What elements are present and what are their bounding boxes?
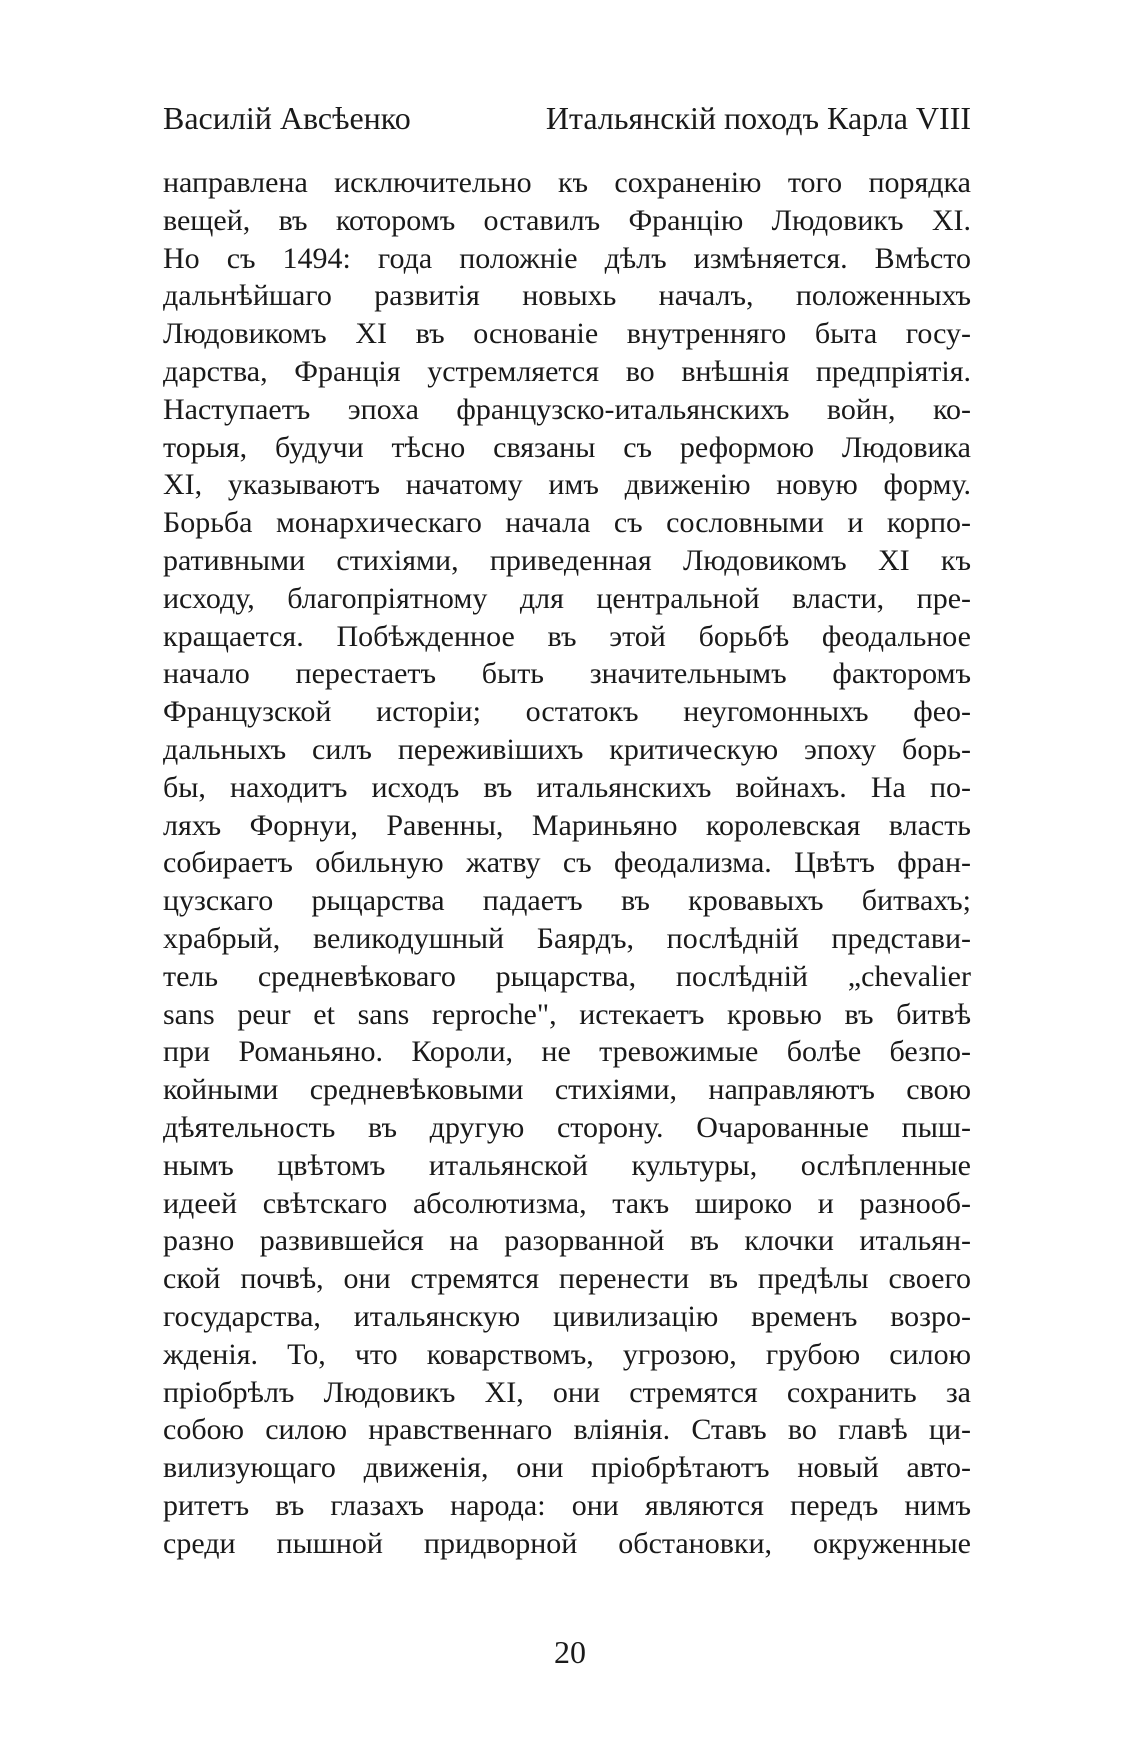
- text-line: дѣятельность въ другую сторону. Очарованные пыш-: [163, 1110, 971, 1144]
- text-line: начало перестаетъ быть значительнымъ факторомъ: [163, 657, 971, 691]
- text-line: Французской исторіи; остатокъ неугомонныхъ фео-: [163, 695, 971, 729]
- text-line: собираетъ обильную жатву съ феодализма. Цвѣтъ фран-: [163, 846, 971, 880]
- text-line: дарства, Франція устремляется во внѣшнія предпріятія.: [163, 354, 971, 388]
- header-author: Василій Авсѣенко: [163, 100, 411, 136]
- text-line: ративными стихіями, приведенная Людовикомъ XI къ: [163, 543, 971, 577]
- text-line: кращается. Побѣжденное въ этой борьбѣ феодальное: [163, 619, 971, 653]
- header-title: Итальянскій походъ Карла VIII: [545, 100, 971, 136]
- text-line: вилизующаго движенія, они пріобрѣтаютъ новый авто-: [163, 1451, 971, 1485]
- text-line: разно развившейся на разорванной въ клочки итальян-: [163, 1224, 971, 1258]
- text-line: Борьба монархическаго начала съ сословными и корпо-: [163, 506, 971, 540]
- page-number: 20: [554, 1634, 586, 1670]
- text-line: торыя, будучи тѣсно связаны съ реформою Людовика: [163, 430, 971, 464]
- text-line: при Романьяно. Короли, не тревожимые болѣе безпо-: [163, 1035, 971, 1069]
- text-line: sans peur et sans reproche", истекаетъ кровью въ битвѣ: [163, 997, 971, 1031]
- text-line: вещей, въ которомъ оставилъ Францію Людовикъ XI.: [163, 203, 971, 237]
- text-line: цузскаго рыцарства падаетъ въ кровавыхъ битвахъ;: [163, 884, 971, 918]
- text-line: пріобрѣлъ Людовикъ XI, они стремятся сохранить за: [163, 1375, 971, 1409]
- text-line: собою силою нравственнаго вліянія. Ставъ во главѣ ци-: [163, 1413, 971, 1447]
- text-line: храбрый, великодушный Баярдъ, послѣдній представи-: [163, 921, 971, 955]
- text-line: Но съ 1494: года положніе дѣлъ измѣняется. Вмѣсто: [163, 241, 971, 275]
- text-line: бы, находитъ исходъ въ итальянскихъ войнахъ. На по-: [163, 770, 971, 804]
- text-line: Людовикомъ XI въ основаніе внутренняго быта госу-: [163, 317, 971, 351]
- text-line: койными средневѣковыми стихіями, направляютъ свою: [163, 1073, 971, 1107]
- text-line: направлена исключительно къ сохраненію того порядка: [163, 166, 971, 199]
- text-line: дальнѣйшаго развитія новыхь началъ, положенныхъ: [163, 279, 971, 313]
- text-line: идеей свѣтскаго абсолютизма, такъ широко и разнооб-: [163, 1186, 971, 1220]
- text-line: среди пышной придворной обстановки, окруженные: [163, 1526, 971, 1560]
- body-text: [163, 164, 971, 1562]
- text-line: ской почвѣ, они стремятся перенести въ предѣлы своего: [163, 1262, 971, 1296]
- text-line: ритетъ въ глазахъ народа: они являются передъ нимъ: [163, 1488, 971, 1522]
- text-line: исходу, благопріятному для центральной власти, пре-: [163, 581, 971, 615]
- text-line: Наступаетъ эпоха французско-итальянскихъ войн, ко-: [163, 392, 971, 426]
- running-head: [163, 98, 971, 142]
- text-line: нымъ цвѣтомъ итальянской культуры, ослѣпленные: [163, 1148, 971, 1182]
- text-line: тель средневѣковаго рыцарства, послѣдній „chevalier: [163, 959, 971, 993]
- text-line: государства, итальянскую цивилизацію временъ возро-: [163, 1299, 971, 1333]
- text-line: XI, указываютъ начатому имъ движенію новую форму.: [163, 468, 971, 502]
- text-line: дальныхъ силъ переживішихъ критическую эпоху борь-: [163, 732, 971, 766]
- text-line: ляхъ Форнуи, Равенны, Мариньяно королевская власть: [163, 808, 971, 842]
- text-line: жденія. То, что коварствомъ, угрозою, грубою силою: [163, 1337, 971, 1371]
